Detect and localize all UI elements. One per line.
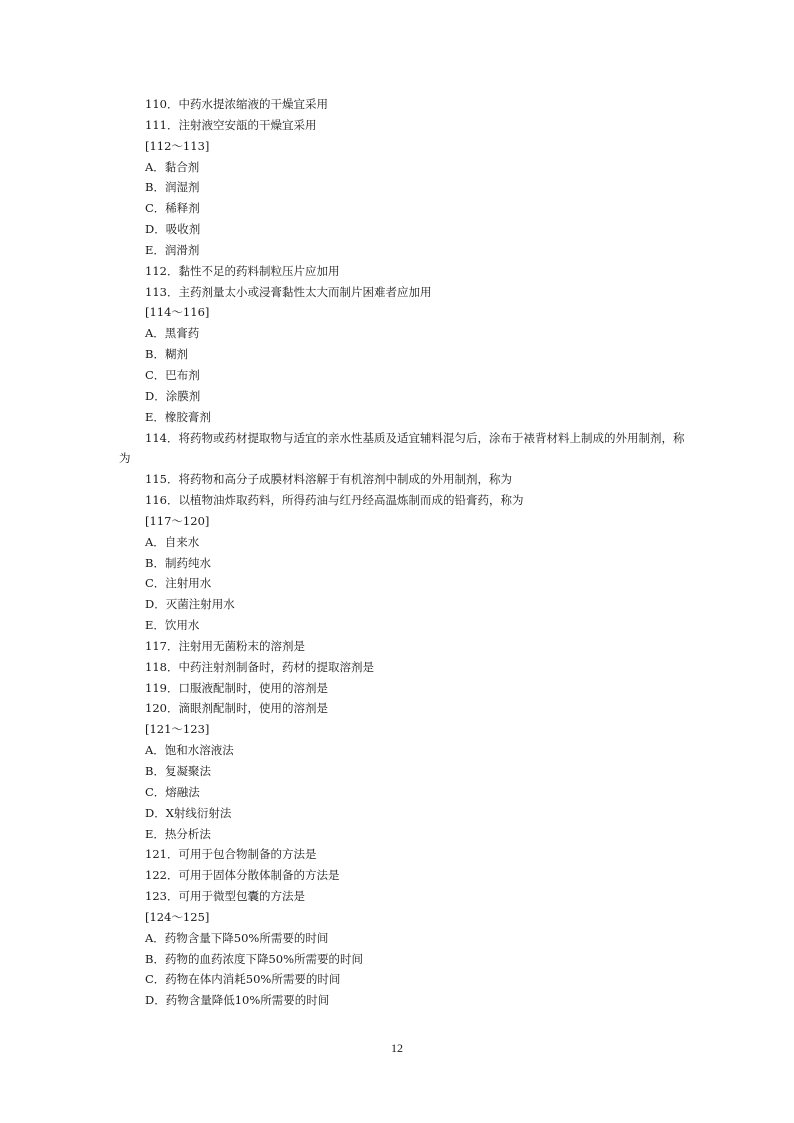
- question-line: 113．主药剂量太小或浸膏黏性太大而制片困难者应加用: [145, 284, 432, 299]
- question-group-range: [121～123]: [145, 722, 210, 737]
- answer-option: C．熔融法: [145, 784, 200, 799]
- question-line: 112．黏性不足的药料制粒压片应加用: [145, 263, 340, 278]
- question-line: 115．将药物和高分子成膜材料溶解于有机溶剂中制成的外用制剂，称为: [145, 472, 512, 487]
- answer-option: E．橡胶膏剂: [145, 409, 211, 424]
- answer-option: A．饱和水溶液法: [145, 743, 234, 758]
- answer-option: A．黏合剂: [145, 159, 200, 174]
- answer-option: E．饮用水: [145, 618, 200, 633]
- answer-option: B．制药纯水: [145, 555, 211, 570]
- answer-option: C．稀释剂: [145, 201, 200, 216]
- question-line: 116．以植物油炸取药料，所得药油与红丹经高温炼制而成的铅膏药，称为: [145, 493, 524, 508]
- answer-option: E．润滑剂: [145, 242, 200, 257]
- question-line: 111．注射液空安瓿的干燥宜采用: [145, 117, 317, 132]
- answer-option: D．灭菌注射用水: [145, 597, 235, 612]
- answer-option: A．自来水: [145, 534, 200, 549]
- question-group-range: [114～116]: [145, 305, 210, 320]
- question-line: 119．口服液配制时，使用的溶剂是: [145, 680, 328, 695]
- document-body: [119, 94, 685, 1011]
- question-line: 118．中药注射剂制备时，药材的提取溶剂是: [145, 659, 374, 674]
- answer-option: B．糊剂: [145, 347, 188, 362]
- question-line: 121．可用于包合物制备的方法是: [145, 847, 317, 862]
- question-line: 110．中药水提浓缩液的干燥宜采用: [145, 97, 328, 111]
- answer-option: C．注射用水: [145, 576, 212, 591]
- question-line: 122．可用于固体分散体制备的方法是: [145, 868, 340, 883]
- question-line: 123．可用于微型包囊的方法是: [145, 889, 305, 904]
- answer-option: A．药物含量下降50%所需要的时间: [145, 930, 329, 945]
- question-line: 120．滴眼剂配制时，使用的溶剂是: [145, 701, 328, 716]
- answer-option: E．热分析法: [145, 826, 211, 841]
- answer-option: A．黑膏药: [145, 326, 200, 341]
- answer-option: C．药物在体内消耗50%所需要的时间: [145, 972, 341, 987]
- question-group-range: [112～113]: [145, 138, 210, 153]
- question-line: 117．注射用无菌粉末的溶剂是: [145, 638, 305, 653]
- question-group-range: [124～125]: [145, 909, 210, 924]
- question-group-range: [117～120]: [145, 513, 210, 528]
- answer-option: C．巴布剂: [145, 367, 200, 382]
- answer-option: D．药物含量降低10%所需要的时间: [145, 993, 330, 1008]
- answer-option: D．吸收剂: [145, 222, 201, 237]
- answer-option: B．润湿剂: [145, 180, 200, 195]
- answer-option: D．涂膜剂: [145, 388, 201, 403]
- page-number: 12: [391, 1041, 403, 1055]
- answer-option: B．药物的血药浓度下降50%所需要的时间: [145, 951, 364, 966]
- answer-option: B．复凝聚法: [145, 764, 211, 778]
- answer-option: D．X射线衍射法: [145, 805, 232, 820]
- question-line: 114．将药物或药材提取物与适宜的亲水性基质及适宜辅料混匀后，涂布于裱背材料上制成的外用制剂，称为: [119, 430, 685, 466]
